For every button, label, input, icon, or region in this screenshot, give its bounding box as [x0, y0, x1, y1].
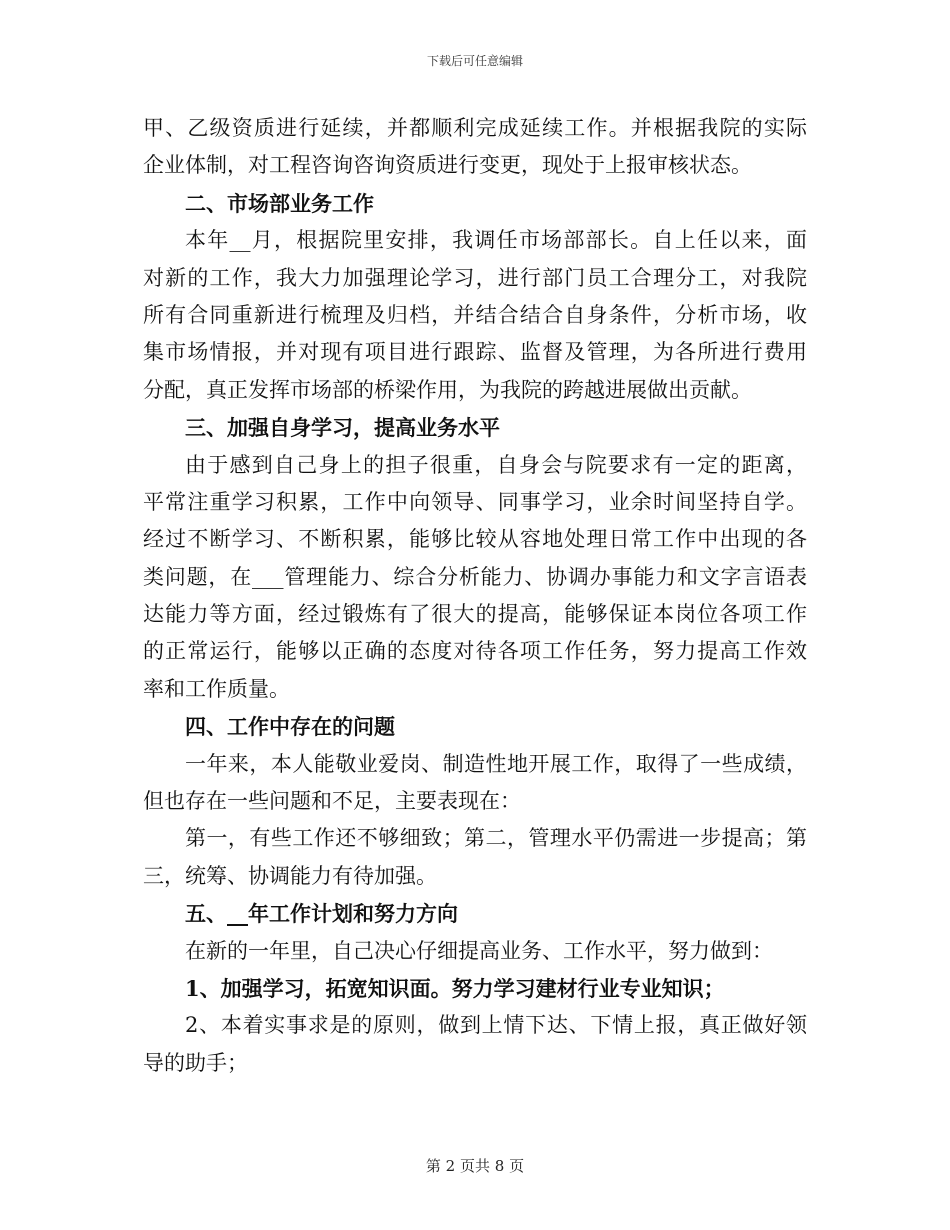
section-heading: 四、工作中存在的问题 — [185, 714, 395, 740]
text-line: 集市场情报，并对现有项目进行跟踪、监督及管理，为各所进行费用 — [143, 340, 807, 365]
text-line: 达能力等方面，经过锻炼有了很大的提高，能够保证本岗位各项工作 — [143, 602, 807, 627]
text-line: 的正常运行，能够以正确的态度对待各项工作任务，努力提高工作效 — [143, 639, 807, 664]
text-line: 甲、乙级资质进行延续，并都顺利完成延续工作。并根据我院的实际 — [143, 116, 807, 140]
text-line: 三，统筹、协调能力有待加强。 — [143, 863, 437, 888]
section-heading: 五、__年工作计划和努力方向 — [185, 901, 458, 927]
text-line: 类问题，在___管理能力、综合分析能力、协调办事能力和文字言语表 — [143, 564, 807, 589]
document-body — [143, 110, 807, 1082]
text-line: 率和工作质量。 — [143, 676, 290, 701]
text-line: 对新的工作，我大力加强理论学习，进行部门员工合理分工，对我院 — [143, 265, 807, 290]
page-footer: 第 2 页共 8 页 — [425, 1157, 525, 1175]
text-line: 分配，真正发挥市场部的桥梁作用，为我院的跨越进展做出贡献。 — [143, 377, 752, 402]
text-line: 导的助手； — [143, 1050, 248, 1075]
text-line: 一年来，本人能敬业爱岗、制造性地开展工作，取得了一些成绩， — [185, 751, 807, 776]
section-heading: 二、市场部业务工作 — [185, 190, 374, 216]
text-line: 第一，有些工作还不够细致；第二，管理水平仍需进一步提高；第 — [185, 826, 807, 851]
text-line: 但也存在一些问题和不足，主要表现在： — [143, 789, 521, 814]
section-heading: 1、加强学习，拓宽知识面。努力学习建材行业专业知识； — [185, 975, 725, 1001]
text-line: 经过不断学习、不断积累，能够比较从容地处理日常工作中出现的各 — [143, 527, 807, 552]
text-line: 在新的一年里，自己决心仔细提高业务、工作水平，努力做到： — [185, 938, 773, 963]
text-line: 平常注重学习积累，工作中向领导、同事学习，业余时间坚持自学。 — [143, 489, 807, 514]
text-line: 企业体制，对工程咨询咨询资质进行变更，现处于上报审核状态。 — [143, 153, 752, 178]
section-heading: 三、加强自身学习，提高业务水平 — [185, 415, 500, 441]
text-line: 2、本着实事求是的原则，做到上情下达、下情上报，真正做好领 — [185, 1013, 807, 1038]
text-line: 本年__月，根据院里安排，我调任市场部部长。自上任以来，面 — [185, 228, 807, 253]
page-header: 下载后可任意编辑 — [426, 54, 523, 68]
text-line: 由于感到自己身上的担子很重，自身会与院要求有一定的距离， — [185, 452, 807, 477]
text-line: 所有合同重新进行梳理及归档，并结合结合自身条件，分析市场，收 — [143, 302, 807, 327]
